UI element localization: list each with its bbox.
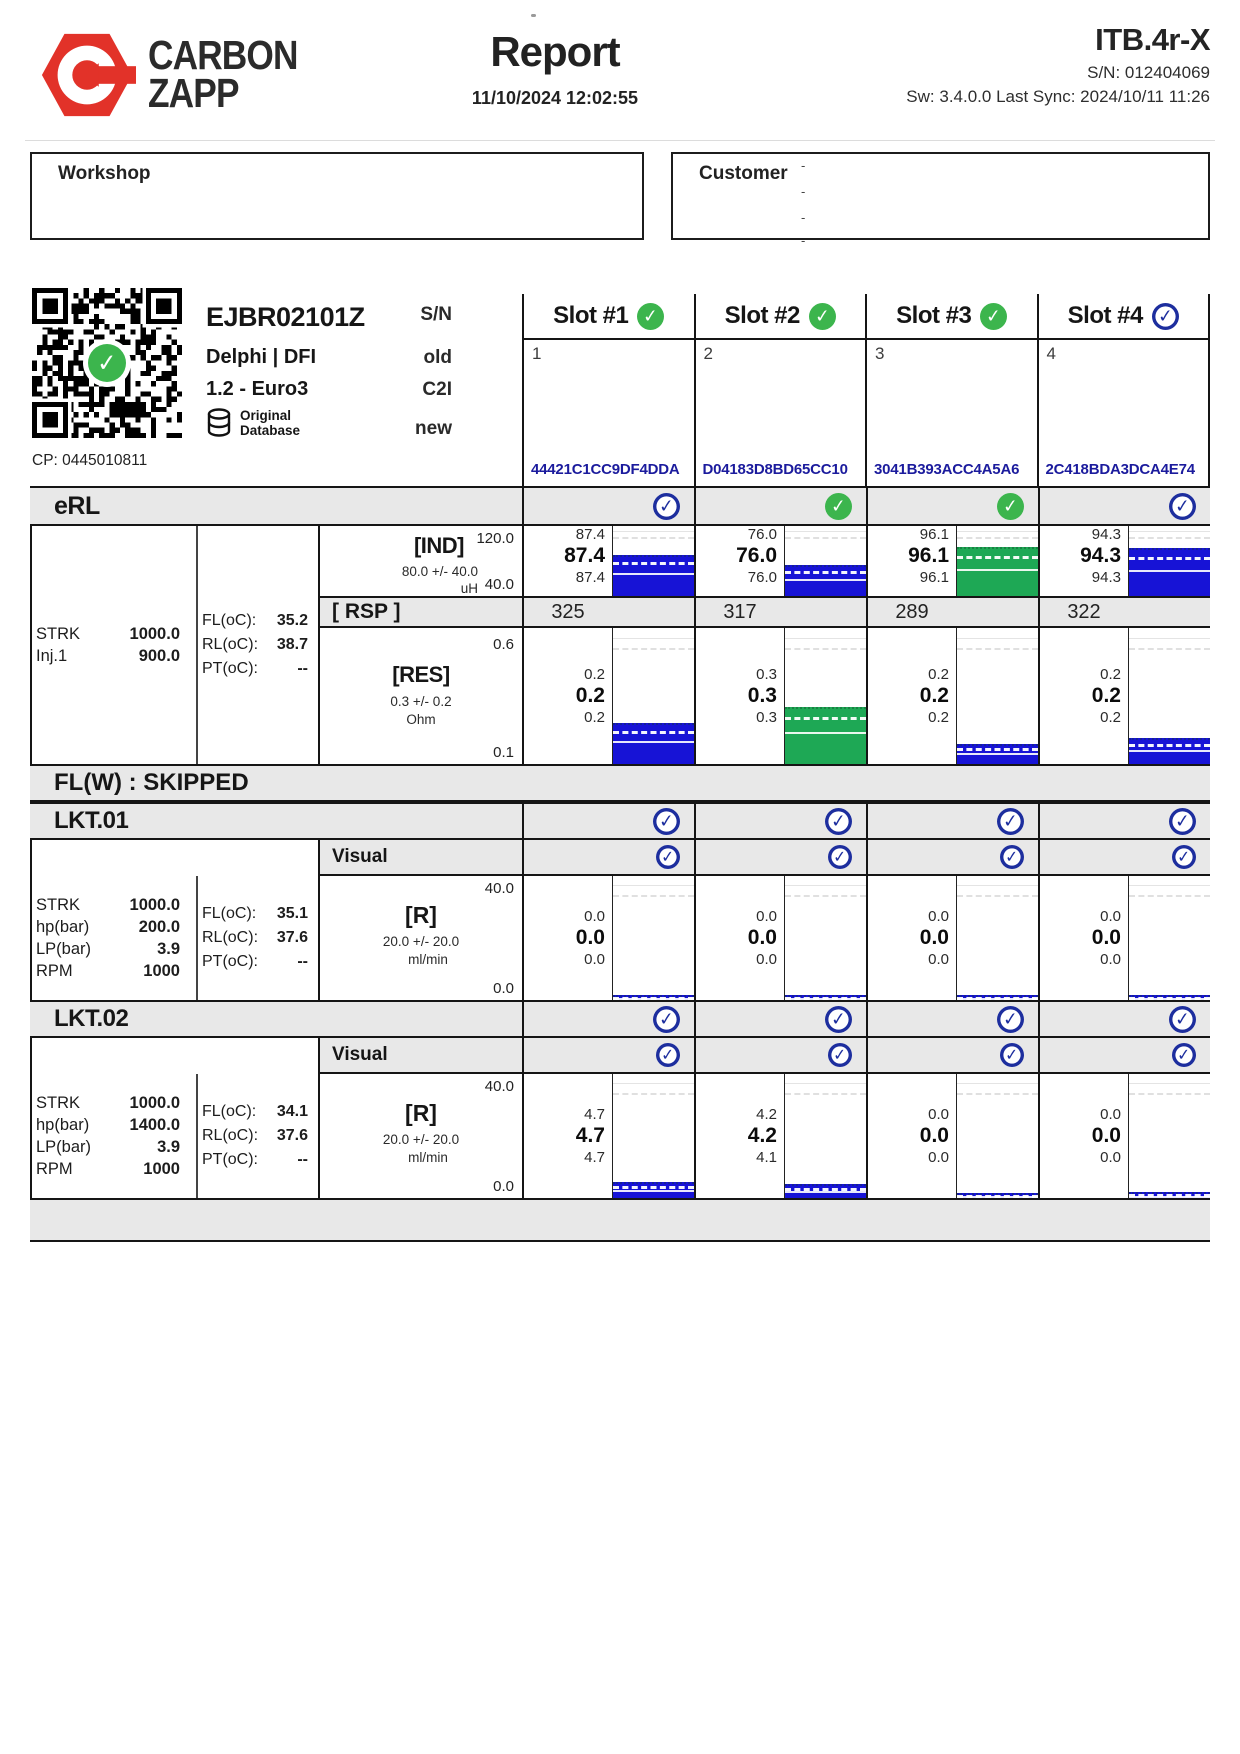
col-label-new: new xyxy=(415,418,452,439)
value-min: 0.2 xyxy=(928,709,949,726)
ind-slot1-cell xyxy=(522,526,694,596)
lkt02-slot1-bar-chart xyxy=(612,1074,694,1198)
value-max: 94.3 xyxy=(1091,526,1121,543)
lkt01-test-label: [R] xyxy=(405,902,437,928)
value-avg: 0.0 xyxy=(919,926,949,949)
lkt02-tolerance: 20.0 +/- 20.0 xyxy=(382,1132,460,1147)
rsp-slot1-value: 325 xyxy=(551,600,585,623)
erl-temps: FL(oC): 35.2 RL(oC): 38.7 PT(oC): -- xyxy=(202,612,308,677)
lkt01-slot1-bar-chart xyxy=(612,876,694,1000)
lkt01-visual-label: Visual xyxy=(318,840,522,876)
res-slot2-cell xyxy=(694,628,866,764)
scan-artifact-dot xyxy=(531,14,536,17)
value-max: 0.0 xyxy=(756,908,777,925)
slot-status-check-icon xyxy=(1152,303,1179,330)
lkt02-slot4-check-icon xyxy=(1169,1006,1196,1033)
lkt02-visual-slot2-check-icon xyxy=(828,1043,852,1067)
bar-fill xyxy=(1129,738,1210,764)
res-slot3-bar-chart xyxy=(956,628,1038,764)
lkt02-params: STRK 1000.0 hp(bar) 1400.0 LP(bar) 3.9 RPM 1000 xyxy=(36,1094,180,1178)
bar-fill xyxy=(957,1193,1038,1198)
lkt01-section-header xyxy=(30,802,1210,840)
erl-params: STRK 1000.0 Inj.1 900.0 xyxy=(36,625,180,665)
lkt01-visual-slot4-check-icon xyxy=(1172,845,1196,869)
col-label-c2i: C2I xyxy=(422,379,452,400)
slot-title: Slot #3 xyxy=(896,302,972,329)
database-label: Original Database xyxy=(240,408,301,438)
value-min: 94.3 xyxy=(1091,569,1121,586)
lkt01-slot3-cell xyxy=(866,876,1038,1000)
lkt02-visual-slot4-check-icon xyxy=(1172,1043,1196,1067)
lkt02-slot2-check-icon xyxy=(825,1006,852,1033)
value-min: 4.7 xyxy=(584,1149,605,1166)
qr-verified-check-icon xyxy=(88,344,126,382)
lkt02-slot4-cell xyxy=(1038,1074,1210,1198)
lkt02-visual-slot1-check-icon xyxy=(656,1043,680,1067)
ind-slot4-bar-chart xyxy=(1128,526,1210,596)
lkt01-slot2-cell xyxy=(694,876,866,1000)
value-max: 96.1 xyxy=(919,526,949,543)
rsp-label: [ RSP ] xyxy=(318,596,522,628)
slot-new-sn: 3041B393ACC4A5A6 xyxy=(874,461,1020,479)
flw-skipped-label: FL(W) : SKIPPED xyxy=(54,769,249,796)
customer-box xyxy=(671,152,1210,248)
value-avg: 87.4 xyxy=(564,544,605,567)
value-max: 87.4 xyxy=(575,526,605,543)
customer-redacted-mark: - xyxy=(801,210,806,225)
lkt01-visual-slot3-check-icon xyxy=(1000,845,1024,869)
lkt01-slot3-check-icon xyxy=(997,808,1024,835)
value-min: 0.0 xyxy=(1100,951,1121,968)
ind-scale-max: 120.0 xyxy=(476,530,514,547)
value-min: 0.0 xyxy=(756,951,777,968)
res-slot2-bar-chart xyxy=(784,628,866,764)
value-avg: 0.3 xyxy=(747,684,777,707)
lkt02-left-divider xyxy=(196,1074,198,1198)
lkt01-slot1-check-icon xyxy=(653,808,680,835)
lkt02-slot3-bar-chart xyxy=(956,1074,1038,1198)
injector-emission-class: 1.2 - Euro3 xyxy=(206,378,309,400)
lkt01-slot1-cell xyxy=(522,876,694,1000)
lkt01-visual-row xyxy=(30,840,1210,876)
brand-wordmark xyxy=(148,32,298,116)
value-min: 0.2 xyxy=(584,709,605,726)
lkt01-unit: ml/min xyxy=(408,952,448,967)
res-slot4-cell xyxy=(1038,628,1210,764)
res-slot1-cell xyxy=(522,628,694,764)
rsp-slot2-value: 317 xyxy=(723,600,757,623)
slot-status-check-icon xyxy=(809,303,836,330)
lkt01-temps: FL(oC): 35.1 RL(oC): 37.6 PT(oC): -- xyxy=(202,905,308,970)
erl-left-divider xyxy=(196,526,198,764)
col-label-old: old xyxy=(423,347,452,368)
lkt01-params: STRK 1000.0 hp(bar) 200.0 LP(bar) 3.9 RPM 1000 xyxy=(36,896,180,980)
ind-slot3-cell xyxy=(866,526,1038,596)
res-slot4-bar-chart xyxy=(1128,628,1210,764)
slot-new-sn: 44421C1CC9DF4DDA xyxy=(531,461,680,479)
slot-column-3 xyxy=(865,294,1037,486)
value-avg: 0.0 xyxy=(919,1124,949,1147)
brand-line-2: ZAPP xyxy=(148,70,239,116)
lkt01-label-cell xyxy=(318,876,522,1000)
bar-fill xyxy=(785,565,866,597)
slot-old-sn: 3 xyxy=(875,344,885,363)
slot-status-check-icon xyxy=(637,303,664,330)
value-max: 4.2 xyxy=(756,1106,777,1123)
col-label-sn: S/N xyxy=(420,304,452,325)
value-max: 4.7 xyxy=(584,1106,605,1123)
ind-label-cell xyxy=(318,526,522,596)
lkt02-visual-label: Visual xyxy=(318,1038,522,1074)
value-min: 0.0 xyxy=(584,951,605,968)
ind-test-label: [IND] xyxy=(413,533,464,558)
lkt02-slot4-bar-chart xyxy=(1128,1074,1210,1198)
value-max: 76.0 xyxy=(747,526,777,543)
workshop-box xyxy=(30,152,644,240)
slot-column-4 xyxy=(1037,294,1209,486)
lkt02-temps: FL(oC): 34.1 RL(oC): 37.6 PT(oC): -- xyxy=(202,1103,308,1168)
value-max: 0.0 xyxy=(1100,1106,1121,1123)
bar-fill xyxy=(785,1184,866,1198)
injector-code: EJBR02101Z xyxy=(206,302,365,332)
erl-slot4-check-icon xyxy=(1169,493,1196,520)
lkt01-left-divider xyxy=(196,876,198,1000)
value-min: 87.4 xyxy=(575,569,605,586)
slot-title: Slot #4 xyxy=(1067,302,1143,329)
value-max: 0.0 xyxy=(928,1106,949,1123)
workshop-label: Workshop xyxy=(58,163,151,184)
carbon-zapp-logo-icon xyxy=(38,26,136,124)
res-label-cell xyxy=(318,628,522,764)
bar-fill xyxy=(613,1182,694,1198)
lkt02-slot1-check-icon xyxy=(653,1006,680,1033)
cp-number: CP: 0445010811 xyxy=(32,452,148,469)
erl-slot2-check-icon xyxy=(825,493,852,520)
erl-slot3-check-icon xyxy=(997,493,1024,520)
bar-fill xyxy=(1129,548,1210,596)
value-avg: 0.0 xyxy=(575,926,605,949)
value-avg: 0.2 xyxy=(575,684,605,707)
ind-tolerance: 80.0 +/- 40.0 xyxy=(401,564,478,579)
value-min: 0.0 xyxy=(928,951,949,968)
value-max: 0.0 xyxy=(928,908,949,925)
rsp-slot3-value: 289 xyxy=(895,600,929,623)
value-avg: 0.2 xyxy=(1091,684,1121,707)
slot-new-sn: 2C418BDA3DCA4E74 xyxy=(1045,461,1195,479)
value-max: 0.2 xyxy=(584,666,605,683)
ind-slot2-bar-chart xyxy=(784,526,866,596)
slot-old-sn: 2 xyxy=(703,344,713,363)
lkt01-slot4-check-icon xyxy=(1169,808,1196,835)
value-avg: 4.2 xyxy=(747,1124,777,1147)
lkt02-slot2-cell xyxy=(694,1074,866,1198)
lkt01-scale-min: 0.0 xyxy=(493,980,514,997)
value-avg: 94.3 xyxy=(1080,544,1121,567)
lkt02-test-label: [R] xyxy=(405,1100,437,1126)
bar-fill xyxy=(785,707,866,764)
bar-fill xyxy=(785,995,866,1000)
lkt01-slot2-bar-chart xyxy=(784,876,866,1000)
bar-fill xyxy=(957,547,1038,596)
footer-band xyxy=(30,1198,1210,1242)
value-avg: 0.0 xyxy=(1091,1124,1121,1147)
lkt02-unit: ml/min xyxy=(408,1150,448,1165)
value-avg: 0.0 xyxy=(747,926,777,949)
slot-header-row xyxy=(522,294,1210,486)
slot-new-sn: D04183D8BD65CC10 xyxy=(702,461,848,479)
customer-label: Customer xyxy=(699,163,788,184)
lkt01-slot2-check-icon xyxy=(825,808,852,835)
res-scale-min: 0.1 xyxy=(493,744,514,761)
slot-title: Slot #1 xyxy=(553,302,629,329)
erl-section-header xyxy=(30,486,1210,526)
ind-scale-min: 40.0 xyxy=(484,576,514,593)
value-avg: 0.2 xyxy=(919,684,949,707)
lkt02-slot2-bar-chart xyxy=(784,1074,866,1198)
lkt02-visual-slot3-check-icon xyxy=(1000,1043,1024,1067)
slot-status-check-icon xyxy=(980,303,1007,330)
slot-column-2 xyxy=(694,294,866,486)
slot-old-sn: 1 xyxy=(532,344,542,363)
ind-slot2-cell xyxy=(694,526,866,596)
value-min: 0.2 xyxy=(1100,709,1121,726)
database-source xyxy=(206,408,300,438)
lkt01-slot4-bar-chart xyxy=(1128,876,1210,1000)
lkt01-section-title: LKT.01 xyxy=(54,807,129,834)
bar-fill xyxy=(1129,1192,1210,1198)
res-test-label: [RES] xyxy=(392,662,450,687)
res-tolerance: 0.3 +/- 0.2 xyxy=(390,694,452,709)
lkt02-slot3-cell xyxy=(866,1074,1038,1198)
lkt01-tolerance: 20.0 +/- 20.0 xyxy=(382,934,460,949)
res-slot3-cell xyxy=(866,628,1038,764)
bar-fill xyxy=(613,555,694,596)
lkt02-section-header xyxy=(30,1000,1210,1038)
value-min: 0.0 xyxy=(1100,1149,1121,1166)
bar-fill xyxy=(1129,995,1210,1000)
lkt02-scale-min: 0.0 xyxy=(493,1178,514,1195)
res-slot1-bar-chart xyxy=(612,628,694,764)
lkt02-slot3-check-icon xyxy=(997,1006,1024,1033)
value-max: 0.3 xyxy=(756,666,777,683)
slot-old-sn: 4 xyxy=(1046,344,1056,363)
value-min: 96.1 xyxy=(919,569,949,586)
brand-line-1: CARBON xyxy=(148,32,298,78)
lkt01-slot3-bar-chart xyxy=(956,876,1038,1000)
page-title: Report xyxy=(490,28,620,75)
device-info xyxy=(906,22,1210,107)
lkt02-label-cell xyxy=(318,1074,522,1198)
value-min: 0.3 xyxy=(756,709,777,726)
customer-redacted-mark: - xyxy=(801,233,806,248)
ind-unit: uH xyxy=(460,581,478,596)
value-avg: 0.0 xyxy=(1091,926,1121,949)
customer-redacted-mark: - xyxy=(801,158,806,173)
erl-section-title: eRL xyxy=(54,491,100,520)
ind-slot3-bar-chart xyxy=(956,526,1038,596)
value-max: 0.2 xyxy=(928,666,949,683)
lkt02-visual-row xyxy=(30,1038,1210,1074)
slot-title: Slot #2 xyxy=(724,302,800,329)
lkt02-scale-max: 40.0 xyxy=(484,1078,514,1095)
value-avg: 96.1 xyxy=(908,544,949,567)
bar-fill xyxy=(957,744,1038,764)
report-datetime: 11/10/2024 12:02:55 xyxy=(471,88,639,108)
bar-fill xyxy=(613,723,694,764)
lkt02-slot1-cell xyxy=(522,1074,694,1198)
header-divider xyxy=(25,140,1215,141)
device-model: ITB.4r-X xyxy=(1095,22,1210,57)
ind-slot1-bar-chart xyxy=(612,526,694,596)
value-min: 0.0 xyxy=(928,1149,949,1166)
value-max: 0.0 xyxy=(584,908,605,925)
lkt01-visual-slot1-check-icon xyxy=(656,845,680,869)
value-min: 76.0 xyxy=(747,569,777,586)
value-avg: 4.7 xyxy=(575,1124,605,1147)
lkt01-slot4-cell xyxy=(1038,876,1210,1000)
injector-type: Delphi | DFI xyxy=(206,346,317,368)
res-scale-max: 0.6 xyxy=(493,636,514,653)
slot-column-1 xyxy=(522,294,694,486)
value-max: 0.0 xyxy=(1100,908,1121,925)
lkt01-scale-max: 40.0 xyxy=(484,880,514,897)
customer-redacted-mark: - xyxy=(801,184,806,199)
bar-fill xyxy=(613,995,694,1000)
device-serial: S/N: 012404069 xyxy=(1087,63,1210,82)
value-avg: 76.0 xyxy=(736,544,777,567)
res-unit: Ohm xyxy=(406,712,436,727)
device-software-sync: Sw: 3.4.0.0 Last Sync: 2024/10/11 11:26 xyxy=(906,87,1210,106)
lkt02-section-title: LKT.02 xyxy=(54,1005,129,1032)
value-max: 0.2 xyxy=(1100,666,1121,683)
bar-fill xyxy=(957,995,1038,1000)
rsp-slot4-value: 322 xyxy=(1067,600,1101,623)
ind-slot4-cell xyxy=(1038,526,1210,596)
lkt01-visual-slot2-check-icon xyxy=(828,845,852,869)
value-min: 4.1 xyxy=(756,1149,777,1166)
flw-section-header xyxy=(30,764,1210,802)
database-icon xyxy=(206,408,232,438)
erl-slot1-check-icon xyxy=(653,493,680,520)
